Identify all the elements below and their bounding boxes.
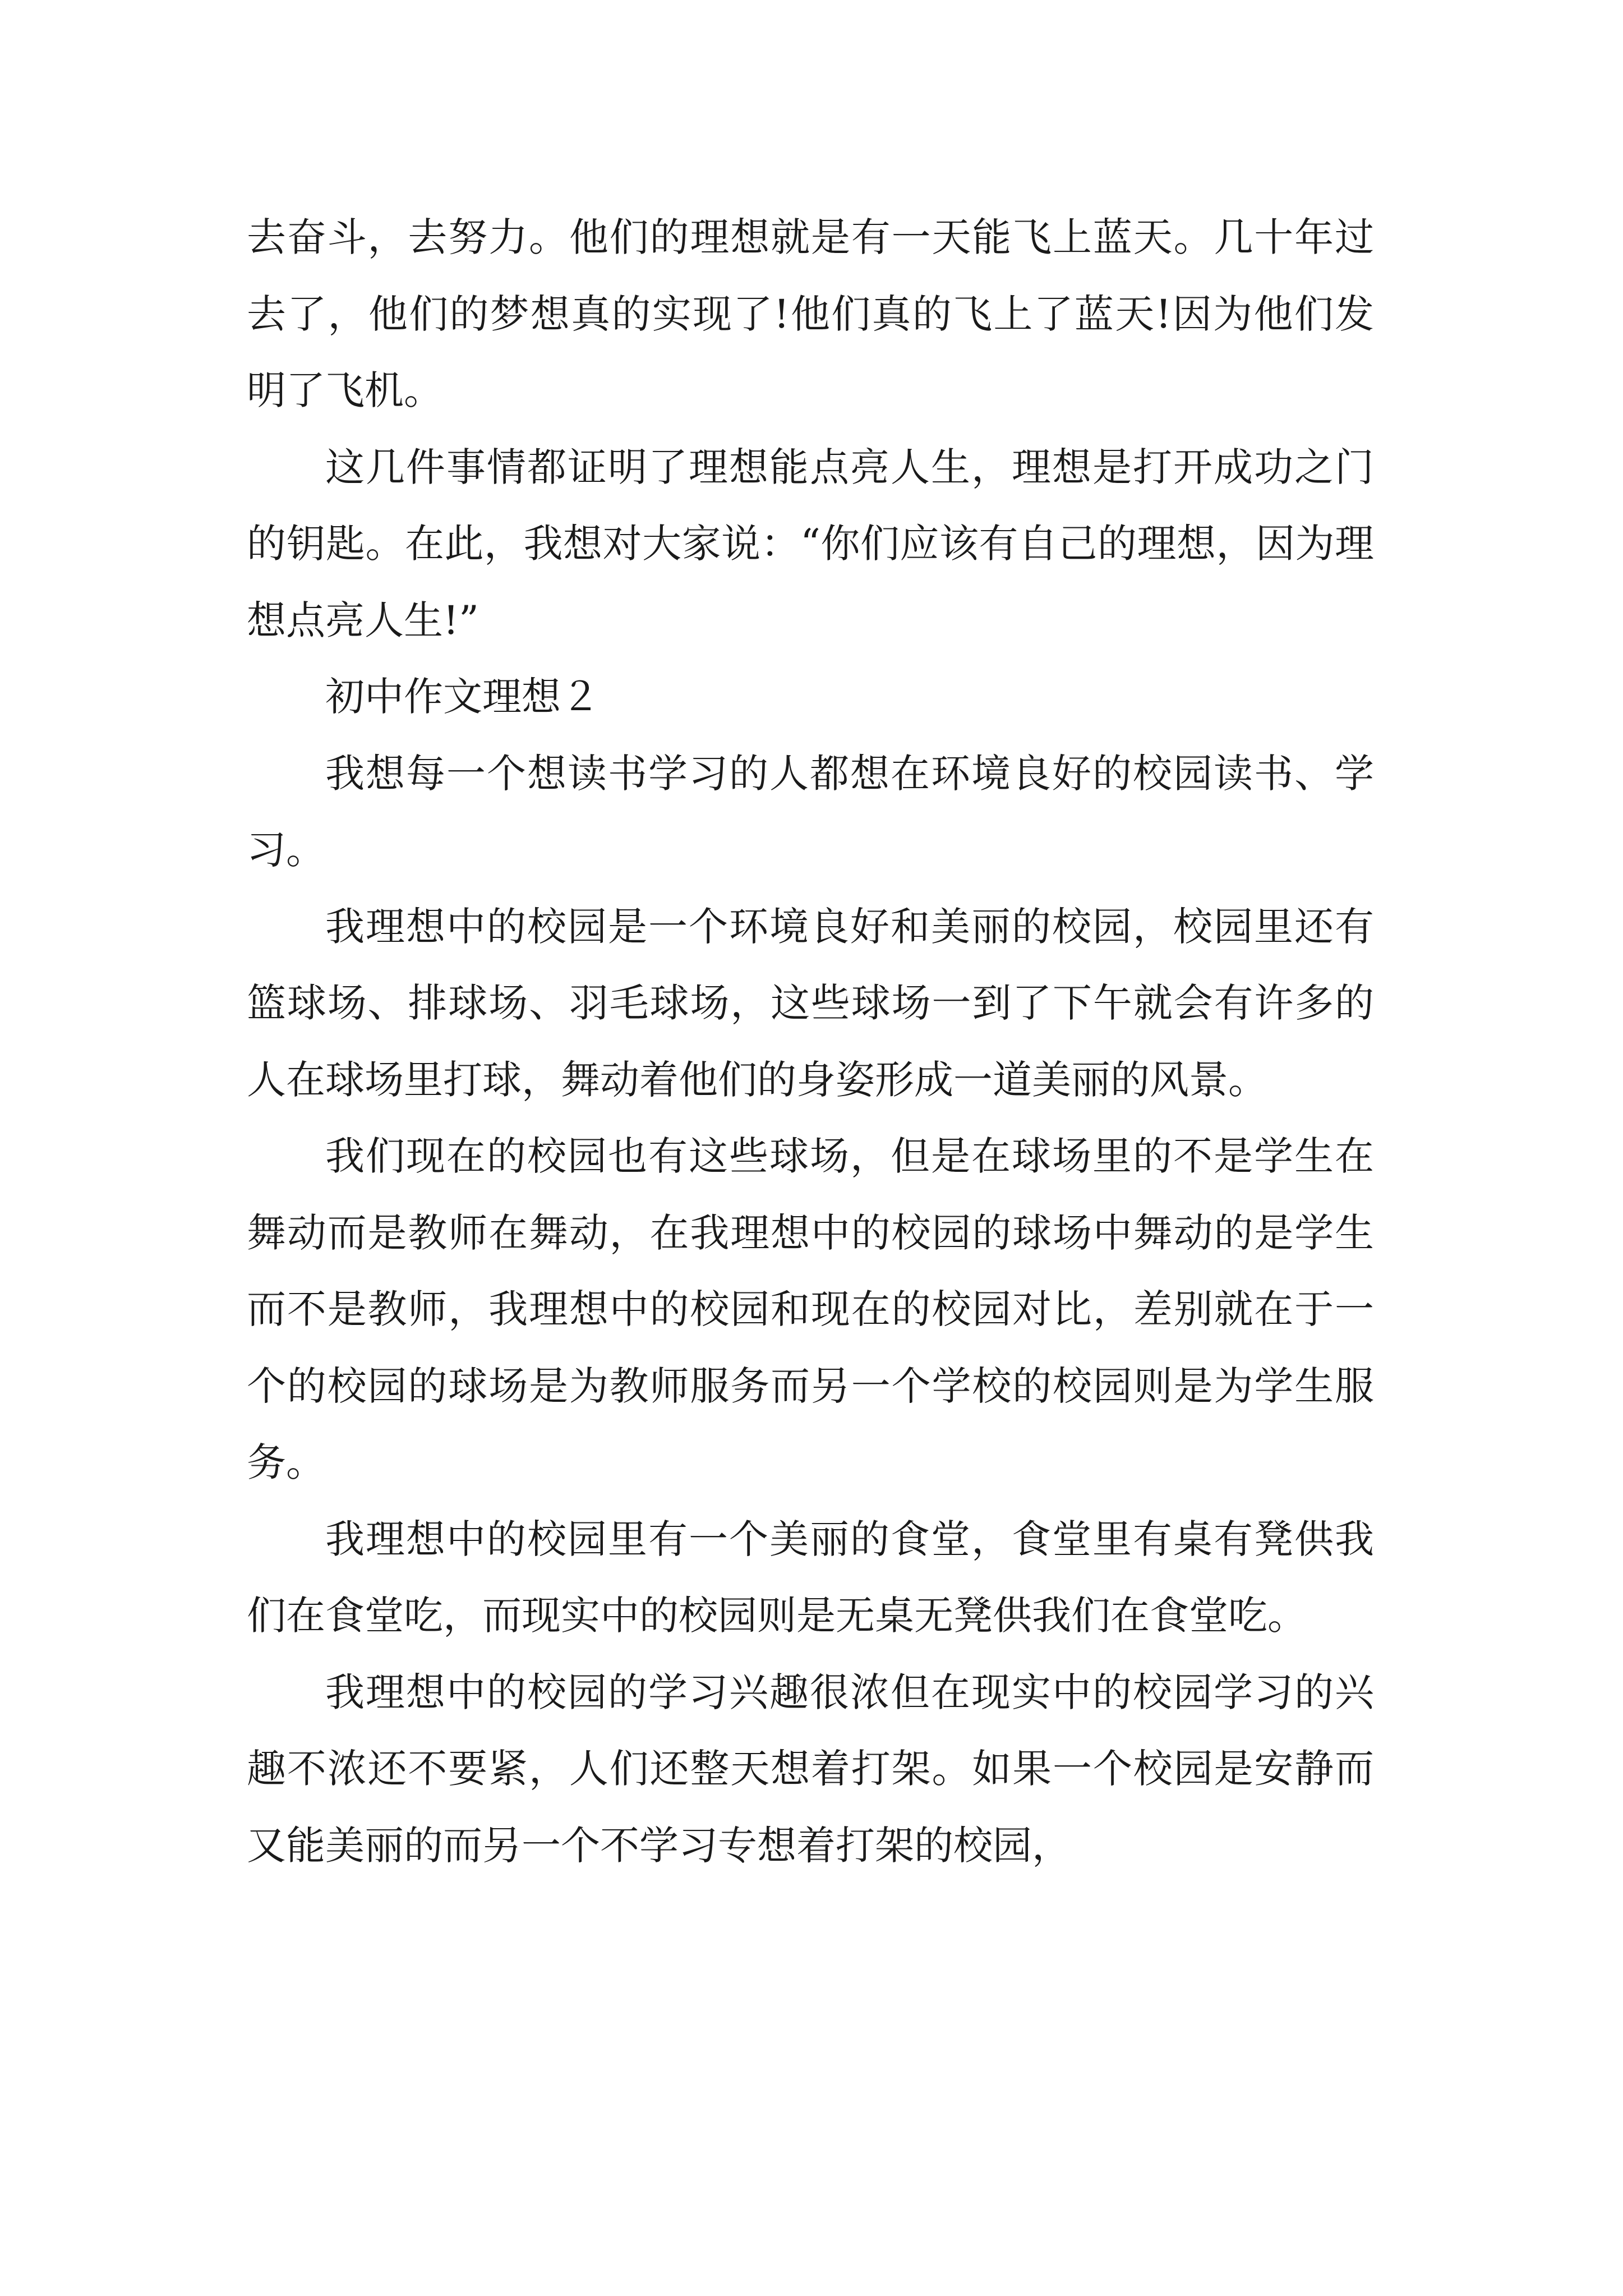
section-title: 初中作文理想２ <box>325 674 600 720</box>
paragraph: 去奋斗，去努力。他们的理想就是有一天能飞上蓝天。几十年过去了，他们的梦想真的实现了!他们真的飞上了蓝天!因为他们发明了飞机。 <box>247 214 1374 413</box>
paragraph: 我们现在的校园也有这些球场，但是在球场里的不是学生在舞动而是教师在舞动，在我理想中的校园的球场中舞动的是学生而不是教师，我理想中的校园和现在的校园对比，差别就在于一个的校园的球场是为教师服务而另一个学校的校园则是为学生服务。 <box>247 1133 1374 1485</box>
paragraph: 这几件事情都证明了理想能点亮人生，理想是打开成功之门的钥匙。在此，我想对大家说：“你们应该有自己的理想，因为理想点亮人生!” <box>247 444 1374 643</box>
document-body <box>247 199 1374 1884</box>
paragraph: 我理想中的校园里有一个美丽的食堂，食堂里有桌有凳供我们在食堂吃，而现实中的校园则是无桌无凳供我们在食堂吃。 <box>247 1516 1374 1639</box>
paragraph: 我想每一个想读书学习的人都想在环境良好的校园读书、学习。 <box>247 750 1374 873</box>
paragraph: 我理想中的校园的学习兴趣很浓但在现实中的校园学习的兴趣不浓还不要紧，人们还整天想着打架。如果一个校园是安静而又能美丽的而另一个不学习专想着打架的校园， <box>247 1669 1374 1869</box>
paragraph: 我理想中的校园是一个环境良好和美丽的校园，校园里还有篮球场、排球场、羽毛球场，这些球场一到了下午就会有许多的人在球场里打球，舞动着他们的身姿形成一道美丽的风景。 <box>247 903 1374 1103</box>
